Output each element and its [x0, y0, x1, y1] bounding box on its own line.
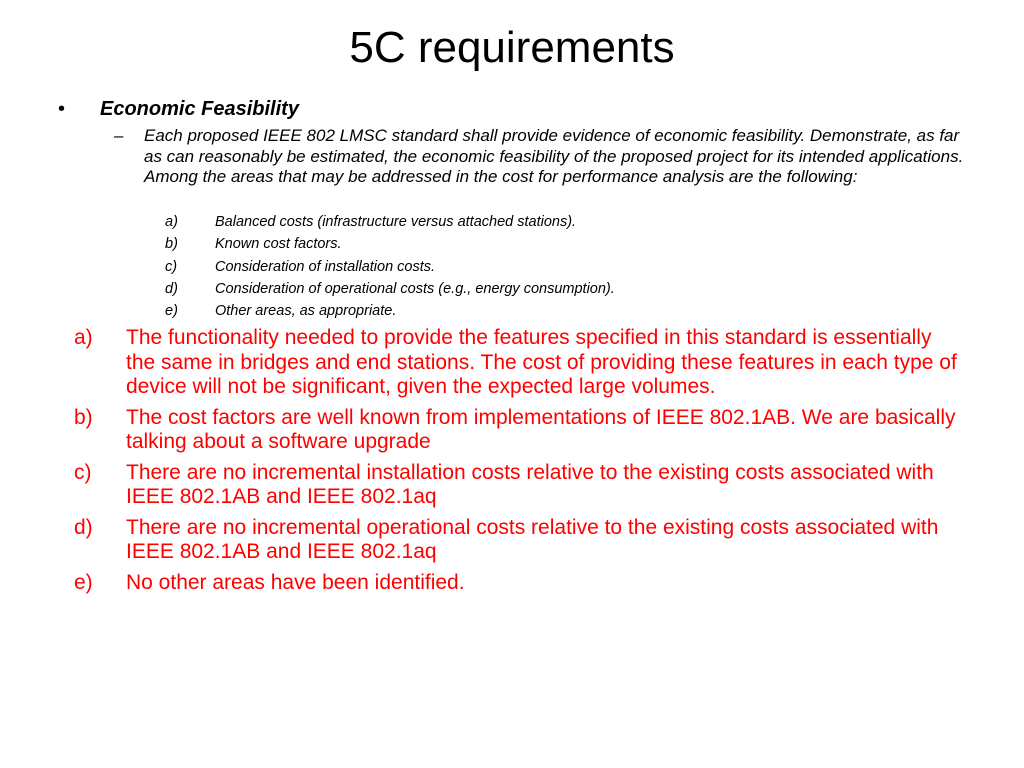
- criteria-item: [165, 278, 965, 300]
- criteria-label: a): [165, 214, 178, 230]
- answer-item: [74, 516, 974, 565]
- criteria-text: Known cost factors.: [215, 236, 342, 253]
- criteria-item: [165, 211, 965, 233]
- answer-text: The cost factors are well known from implementations of IEEE 802.1AB. We are basically talking about a software upgrade: [126, 405, 956, 453]
- answer-label: c): [74, 460, 92, 484]
- answer-label: d): [74, 515, 93, 539]
- answer-label: a): [74, 326, 93, 349]
- criteria-text: Consideration of installation costs.: [215, 258, 436, 275]
- answer-text: No other areas have been identified.: [126, 570, 465, 594]
- criteria-item: [165, 300, 965, 322]
- answer-label: e): [74, 570, 93, 594]
- criteria-label: c): [165, 258, 178, 275]
- answer-item: [74, 461, 974, 510]
- slide-title: 5C requirements: [349, 23, 675, 72]
- bullet-icon: •: [58, 98, 66, 120]
- answer-text: The functionality needed to provide the features specified in this standard is essentially the same in bridges and end stations. The cost of providing these features in each type of device will not be significant, given the expected large volumes.: [126, 326, 957, 398]
- dash-icon: –: [114, 126, 124, 145]
- criteria-label: e): [165, 303, 178, 320]
- description-text: Each proposed IEEE 802 LMSC standard shall provide evidence of economic feasibility. Demonstrate, as far as can reasonably be estimated, the economic feasibility of the proposed project for its intended applications. Among the areas that may be addressed in the cost for performance analysis are the following:: [144, 126, 964, 186]
- criteria-list: [165, 211, 965, 322]
- answers-list: [74, 326, 974, 601]
- criteria-text: Balanced costs (infrastructure versus attached stations).: [215, 214, 577, 230]
- criteria-text: Consideration of operational costs (e.g., energy consumption).: [215, 280, 615, 297]
- answer-item: [74, 571, 974, 596]
- answer-text: There are no incremental installation costs relative to the existing costs associated with IEEE 802.1AB and IEEE 802.1aq: [126, 460, 934, 508]
- answer-text: There are no incremental operational costs relative to the existing costs associated with IEEE 802.1AB and IEEE 802.1aq: [126, 515, 939, 563]
- answer-item: [74, 406, 974, 455]
- criteria-label: b): [165, 236, 178, 253]
- criteria-text: Other areas, as appropriate.: [215, 303, 397, 320]
- answer-label: b): [74, 405, 93, 429]
- criteria-item: [165, 256, 965, 278]
- section-heading: Economic Feasibility: [100, 98, 299, 120]
- criteria-item: [165, 233, 965, 255]
- criteria-label: d): [165, 280, 178, 297]
- answer-item: [74, 326, 974, 400]
